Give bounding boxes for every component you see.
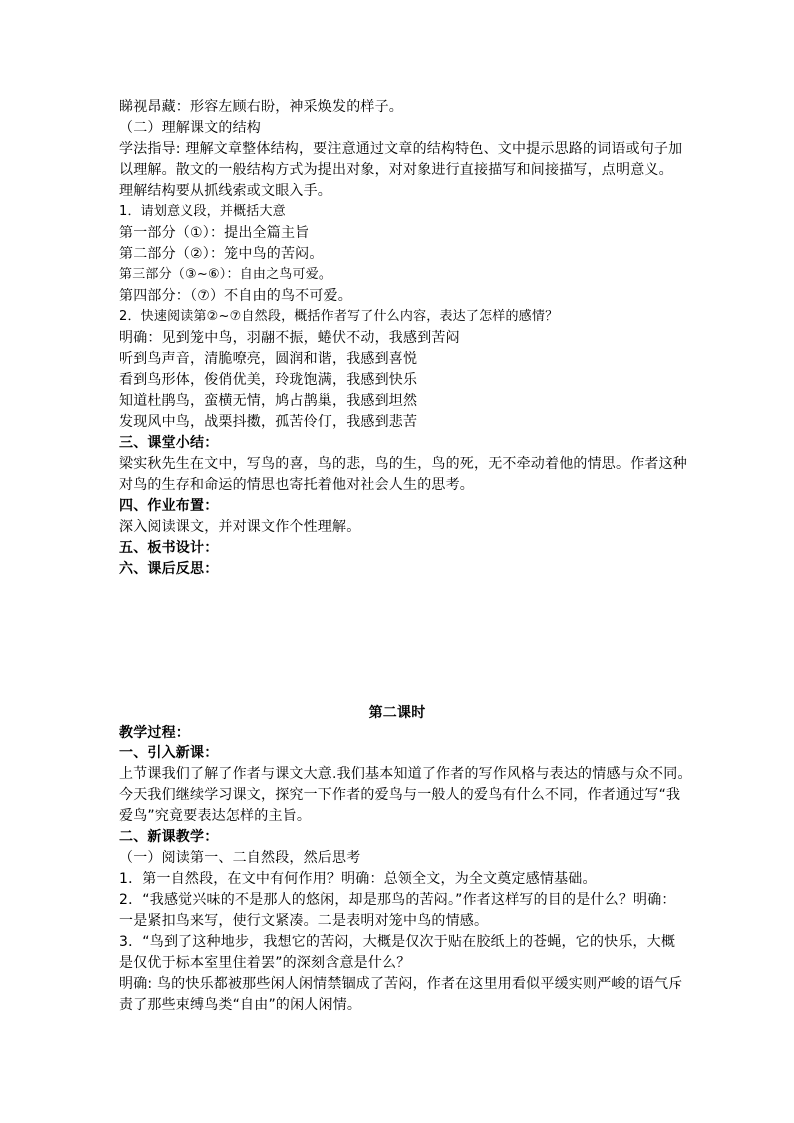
subsection-heading: （一）阅读第一、二自然段，然后思考 <box>119 850 361 866</box>
question-item: 3．“鸟到了这种地步，我想它的苦闷，大概是仅次于贴在胶纸上的苍蝇，它的快乐，大概 <box>119 934 676 950</box>
section-heading-summary: 三、课堂小结： <box>119 435 219 451</box>
paragraph-line: 对鸟的生存和命运的情思也寄托着他对社会人生的思考。 <box>119 477 474 493</box>
list-item: 第一部分（①）：提出全篇主旨 <box>119 225 310 241</box>
answer-line: 明确: 鸟的快乐都被那些闲人闲情禁锢成了苦闷，作者在这里用看似平缓实则严峻的语气斥 <box>119 976 683 992</box>
paragraph-line: 上节课我们了解了作者与课文大意.我们基本知道了作者的写作风格与表达的情感与众不同。 <box>119 766 692 782</box>
paragraph-line: 梁实秋先生在文中，写鸟的喜，鸟的悲，鸟的生，鸟的死，无不牵动着他的情思。作者这种 <box>119 456 687 472</box>
paragraph-line: 是仅优于标本室里住着罢”的深刻含意是什么？ <box>119 955 411 971</box>
paragraph-line: 深入阅读课文，并对课文作个性理解。 <box>119 519 361 535</box>
section-heading-process: 教学过程： <box>119 725 190 741</box>
answer-line: 看到鸟形体，俊俏优美，玲珑饱满，我感到快乐 <box>119 372 418 388</box>
list-item: 第二部分（②）：笼中鸟的苦闷。 <box>119 246 324 262</box>
answer-line: 知道杜鹃鸟，蛮横无情，鸠占鹊巢，我感到坦然 <box>119 393 418 409</box>
answer-line: 明确：见到笼中鸟，羽翮不振，蜷伏不动，我感到苦闷 <box>119 330 460 346</box>
answer-line: 责了那些束缚鸟类“自由”的闲人闲情。 <box>119 997 362 1013</box>
paragraph-line: 以理解。散文的一般结构方式为提出对象，对对象进行直接描写和间接描写，点明意义。 <box>119 162 673 178</box>
paragraph-line: 学法指导: 理解文章整体结构，要注意通过文章的结构特色、文中提示思路的词语或句子加 <box>119 141 683 157</box>
question-item: 2．快速阅读第②~⑦自然段，概括作者写了什么内容，表达了怎样的感情？ <box>119 309 559 324</box>
paragraph-line: 理解结构要从抓线索或文眼入手。 <box>119 183 332 199</box>
list-item: 第三部分（③~⑥）：自由之鸟可爱。 <box>119 267 333 282</box>
paragraph-line: 今天我们继续学习课文，探究一下作者的爱鸟与一般人的爱鸟有什么不同，作者通过写“我 <box>119 787 681 803</box>
lesson-title: 第二课时 <box>368 705 426 721</box>
section-heading-new-lesson: 二、新课教学： <box>119 829 219 845</box>
vocab-definition: 睇视昂藏：形容左顾右盼，神采焕发的样子。 <box>119 99 403 115</box>
question-item: 1．请划意义段，并概括大意 <box>119 204 286 219</box>
list-item: 第四部分：（⑦）不自由的鸟不可爱。 <box>119 288 352 304</box>
section-heading-structure: （二）理解课文的结构 <box>119 120 261 136</box>
question-item: 1．第一自然段，在文中有何作用？明确：总领全文，为全文奠定感情基础。 <box>119 871 597 887</box>
answer-line: 听到鸟声音，清脆嘹亮，圆润和谐，我感到喜悦 <box>119 351 418 367</box>
section-heading-homework: 四、作业布置： <box>119 498 219 514</box>
paragraph-line: 一是紧扣鸟来写，使行文紧凑。二是表明对笼中鸟的情感。 <box>119 913 489 929</box>
answer-line: 发现风中鸟，战栗抖擞，孤苦伶仃，我感到悲苦 <box>119 414 418 430</box>
section-heading-reflection: 六、课后反思： <box>119 561 219 577</box>
section-heading-intro: 一、引入新课： <box>119 745 219 761</box>
question-item: 2．“我感觉兴味的不是那人的悠闲，却是那鸟的苦闷。”作者这样写的目的是什么？明确： <box>119 892 676 908</box>
section-heading-board-design: 五、板书设计： <box>119 540 219 556</box>
paragraph-line: 爱鸟”究竟要表达怎样的主旨。 <box>119 808 312 824</box>
